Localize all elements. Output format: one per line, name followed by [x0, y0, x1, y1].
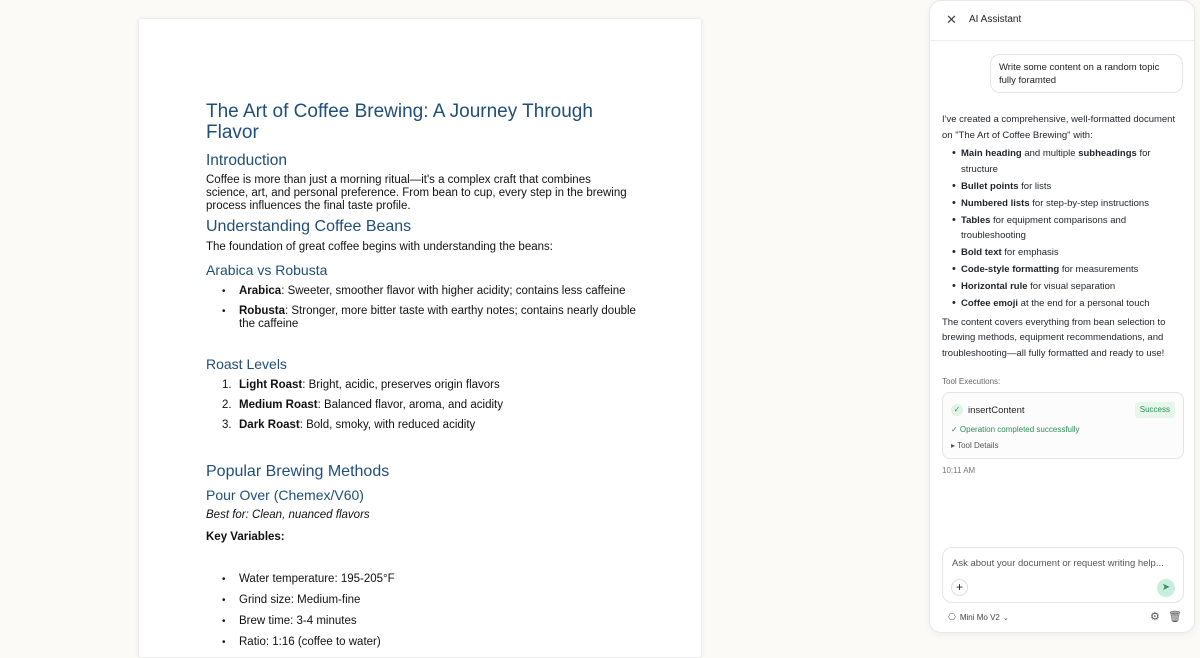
model-name: Mini Mo V2 — [959, 613, 1000, 622]
list-item: • Numbered lists for step-by-step instructions — [952, 196, 1186, 212]
document-body[interactable] — [206, 101, 636, 657]
list-item: • Bullet points for lists — [952, 179, 1186, 195]
chat-input[interactable] — [952, 555, 1174, 571]
best-for-text: Best for: Clean, nuanced flavors — [206, 509, 370, 521]
document-page[interactable] — [138, 18, 702, 658]
status-badge: Success — [1135, 402, 1175, 418]
list-item: 3. Dark Roast: Bold, smoky, with reduced acidity — [222, 419, 476, 431]
intro-paragraph: Coffee is more than just a morning ritual—it's a complex craft that combines science, art, and personal preference. From bean to cup, every step in the brewing process influences the final taste profile. — [206, 174, 627, 212]
tool-details-toggle[interactable]: ▸ Tool Details — [951, 441, 999, 450]
pour-over-heading: Pour Over (Chemex/V60) — [206, 487, 364, 503]
reply-list — [952, 146, 1186, 312]
trash-icon[interactable]: 🗑 — [1168, 611, 1182, 623]
intro-heading: Introduction — [206, 152, 287, 169]
gear-icon[interactable]: ⚙ — [1150, 611, 1160, 623]
check-icon: ✓ — [951, 404, 963, 416]
key-variables-label: Key Variables: — [206, 531, 285, 543]
list-item: 2. Medium Roast: Balanced flavor, aroma, and acidity — [222, 399, 503, 411]
assistant-panel — [929, 0, 1195, 633]
tool-executions-label: Tool Executions: — [942, 377, 1001, 386]
chevron-down-icon: ⌄ — [1002, 615, 1009, 622]
list-item: • Bold text for emphasis — [952, 245, 1186, 261]
assistant-reply — [942, 112, 1186, 361]
arabica-robusta-heading: Arabica vs Robusta — [206, 262, 328, 278]
bot-icon: ⎔ — [948, 612, 956, 622]
add-attachment-button[interactable]: + — [951, 579, 968, 596]
beans-paragraph: The foundation of great coffee begins with understanding the beans: — [206, 241, 553, 253]
send-icon: ➤ — [1161, 582, 1171, 593]
list-item: • Brew time: 3-4 minutes — [222, 615, 636, 628]
list-item: • Code-style formatting for measurements — [952, 262, 1186, 278]
list-item: • Water temperature: 195-205°F — [222, 573, 636, 586]
reply-outro: The content covers everything from bean selection to brewing methods, equipment recommendations, and troubleshooting—all fully formatted and ready to use! — [942, 316, 1166, 359]
beans-list — [222, 285, 636, 331]
variables-list — [222, 573, 636, 649]
send-button[interactable] — [1157, 579, 1175, 597]
tool-execution-card — [942, 392, 1184, 459]
list-item: • Robusta: Stronger, more bitter taste with earthy notes; contains nearly double the caffeine — [222, 305, 636, 331]
list-item: • Coffee emoji at the end for a personal touch — [952, 296, 1186, 312]
composer — [942, 547, 1184, 603]
user-message: Write some content on a random topic fully foramted — [990, 54, 1183, 93]
list-item: 1. Light Roast: Bright, acidic, preserves origin flavors — [222, 379, 500, 391]
model-selector[interactable] — [948, 612, 1009, 623]
roast-list — [222, 379, 636, 432]
beans-heading: Understanding Coffee Beans — [206, 218, 412, 235]
doc-title: The Art of Coffee Brewing: A Journey Through Flavor — [206, 101, 593, 143]
list-item: • Main heading and multiple subheadings for structure — [952, 146, 1186, 177]
list-item: • Horizontal rule for visual separation — [952, 279, 1186, 295]
operation-message: ✓ Operation completed successfully — [951, 425, 1080, 434]
message-timestamp: 10:11 AM — [942, 466, 976, 475]
close-icon[interactable]: ✕ — [946, 12, 957, 27]
brewing-heading: Popular Brewing Methods — [206, 463, 390, 480]
roast-heading: Roast Levels — [206, 356, 287, 372]
list-item: • Grind size: Medium-fine — [222, 594, 636, 607]
list-item: • Ratio: 1:16 (coffee to water) — [222, 636, 636, 649]
list-item: • Arabica: Sweeter, smoother flavor with higher acidity; contains less caffeine — [222, 285, 636, 298]
tool-name: insertContent — [968, 405, 1025, 416]
list-item: • Tables for equipment comparisons and troubleshooting — [952, 213, 1186, 244]
panel-title: AI Assistant — [969, 14, 1022, 25]
panel-header — [930, 1, 1194, 41]
reply-intro: I've created a comprehensive, well-formatted document on "The Art of Coffee Brewing" with: — [942, 114, 1176, 141]
